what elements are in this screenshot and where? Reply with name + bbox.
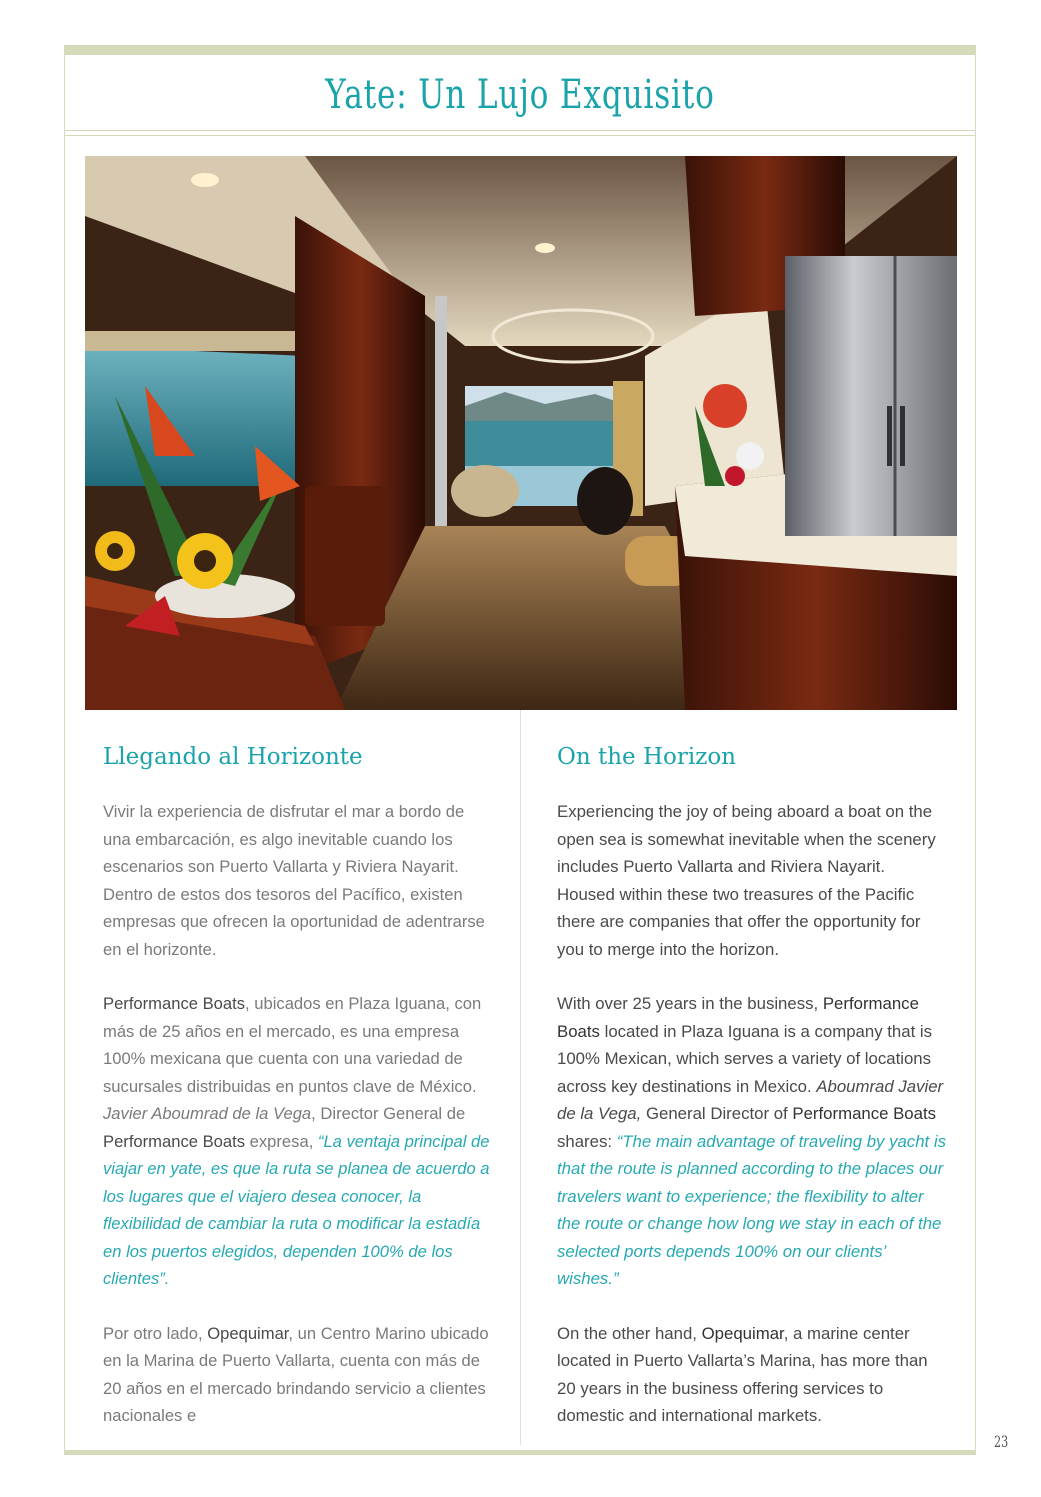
page-number: 23 [994, 1432, 1009, 1451]
company-name: Performance Boats [103, 1131, 246, 1151]
spanish-paragraph-2 [103, 990, 493, 1293]
company-name: Performance Boats [792, 1104, 937, 1123]
company-name: Opequimar [701, 1323, 784, 1343]
body-text: expresa, [245, 1131, 318, 1151]
spanish-heading: Llegando al Horizonte [103, 744, 363, 770]
pull-quote: “The main advantage of traveling by yacht is that the route is planned according to the places our travelers want to experience; the flexibility to alter the route or change how long we stay in each of the selected ports depends 100% on our clients’ wishes.” [557, 1131, 946, 1288]
body-text: With over 25 years in the business, [557, 994, 823, 1013]
english-column [557, 740, 947, 1430]
page-title: Yate: Un Lujo Exquisito [325, 72, 715, 118]
english-paragraph-3 [557, 1320, 947, 1430]
body-text: , Director General de [311, 1104, 466, 1123]
top-border-bar [64, 45, 976, 55]
company-name: Performance Boats [103, 994, 246, 1013]
body-text: General Director of [641, 1104, 793, 1123]
spanish-paragraph-3 [103, 1320, 493, 1430]
yacht-interior-photo [85, 156, 957, 710]
company-name: Opequimar [207, 1323, 289, 1343]
body-text: shares: [557, 1131, 617, 1151]
spanish-column [103, 740, 493, 1430]
pull-quote: “La ventaja principal de viajar en yate, es que la ruta se planea de acuerdo a los lugares que el viajero desea conocer, la flexibilidad de cambiar la ruta o modificar la estadía en los puertos elegidos, dependen 100% de los clientes”. [103, 1131, 490, 1288]
company-name: Performance Boats [557, 994, 919, 1041]
bottom-border-bar [64, 1450, 976, 1455]
person-name: Javier Aboumrad de la Vega [103, 1104, 312, 1123]
title-divider [65, 130, 975, 131]
body-text: , a marine center located in Puerto Vallarta’s Marina, has more than 20 years in the business offering services to domestic and international markets. [557, 1323, 928, 1425]
body-text: , ubicados en Plaza Iguana, con más de 25 años en el mercado, es una empresa 100% mexicana que cuenta con una variedad de sucursales distribuidas en puntos clave de México. [103, 994, 482, 1096]
person-name: Aboumrad Javier de la Vega, [557, 1076, 944, 1123]
english-heading: On the Horizon [557, 744, 736, 770]
body-text: On the other hand, [557, 1323, 702, 1343]
title-divider [65, 135, 975, 136]
spanish-paragraph-1: Vivir la experiencia de disfrutar el mar a bordo de una embarcación, es algo inevitable cuando los escenarios son Puerto Vallarta y Riviera Nayarit. Dentro de estos dos tesoros del Pacífico, existen empresas que ofrecen la oportunidad de adentrarse en el horizonte. [103, 802, 485, 959]
body-text: , un Centro Marino ubicado en la Marina de Puerto Vallarta, cuenta con más de 20 años en el mercado brindando servicio a clientes nacionales e [103, 1323, 489, 1425]
body-text: located in Plaza Iguana is a company that is 100% Mexican, which serves a variety of locations across key destinations in Mexico. [557, 1021, 933, 1096]
english-paragraph-2 [557, 990, 947, 1293]
english-paragraph-1: Experiencing the joy of being aboard a boat on the open sea is somewhat inevitable when the scenery includes Puerto Vallarta and Riviera Nayarit. Housed within these two treasures of the Pacific there are companies that offer the opportunity for you to merge into the horizon. [557, 802, 936, 959]
body-text: Por otro lado, [103, 1323, 208, 1343]
column-divider [520, 710, 521, 1445]
